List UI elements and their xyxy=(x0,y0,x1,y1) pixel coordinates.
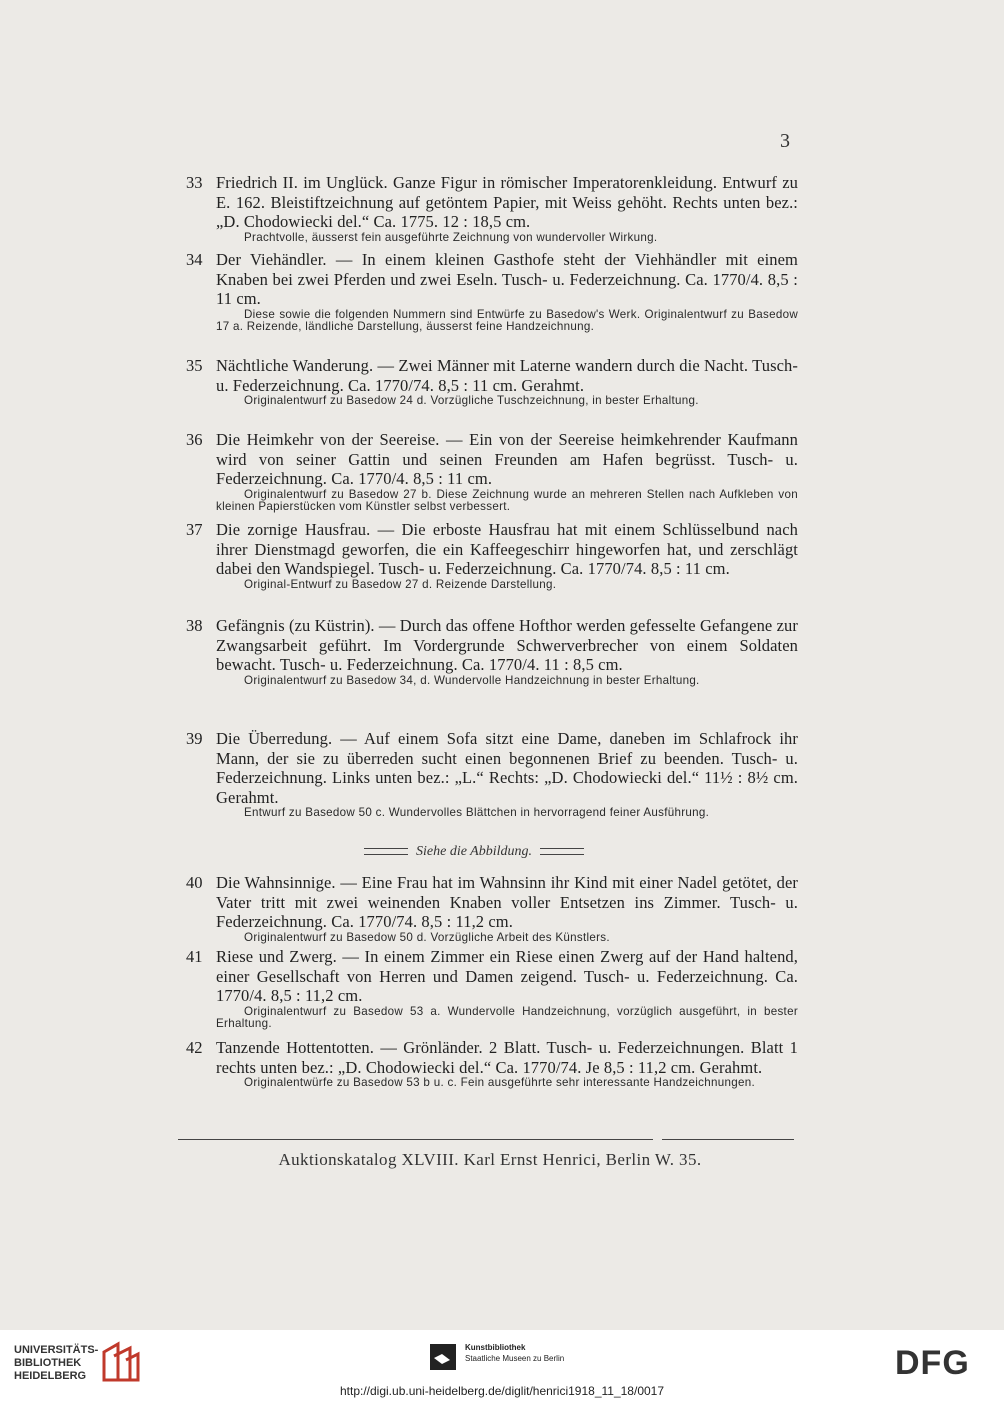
entry-note: Originalentwurf zu Basedow 27 b. Diese Zeichnung wurde an mehreren Stellen nach Aufkleben von kleinen Papierstücken vom Künstler selbst verbessert. xyxy=(216,487,798,514)
entry-description: Tanzende Hottentotten. — Grönländer. 2 Blatt. Tusch- u. Federzeichnungen. Blatt 1 rechts unten bez.: „D. Chodowiecki del.“ Ca. 1770/74. Je 8,5 : 11,2 cm. Gerahmt. xyxy=(216,1038,798,1077)
entry-number: 42 xyxy=(186,1038,203,1057)
catalog-entry xyxy=(186,430,798,514)
entry-description: Die Heimkehr von der Seereise. — Ein von der Seereise heimkehrender Kaufmann wird von seiner Gattin und seinen Freunden am Hafen begrüsst. Tusch- u. Federzeichnung. Ca. 1770/4. 8,5 : 11 cm. xyxy=(216,430,798,488)
entry-number: 36 xyxy=(186,430,203,449)
entry-note: Originalentwurf zu Basedow 24 d. Vorzügliche Tuschzeichnung, in bester Erhaltung. xyxy=(244,394,699,407)
footer-rule xyxy=(662,1139,794,1140)
catalog-entry xyxy=(186,616,798,687)
entry-number: 39 xyxy=(186,729,203,748)
entry-note: Originalentwürfe zu Basedow 53 b u. c. Fein ausgeführte sehr interessante Handzeichnungen. xyxy=(244,1076,756,1089)
logo-line: HEIDELBERG xyxy=(14,1370,87,1382)
entry-description: Riese und Zwerg. — In einem Zimmer ein Riese einen Zwerg auf der Hand haltend, einer Gesellschaft von Herren und Damen zeigend. Tusch- u. Federzeichnung. Ca. 1770/4. 8,5 : 11,2 cm. xyxy=(216,947,798,1005)
illustration-note xyxy=(324,844,624,860)
university-library-logo xyxy=(14,1344,98,1383)
double-rule xyxy=(364,848,408,855)
catalog-entry xyxy=(186,520,798,591)
catalog-entry xyxy=(186,1038,798,1090)
entry-number: 35 xyxy=(186,356,203,375)
entry-note: Originalentwurf zu Basedow 50 d. Vorzügliche Arbeit des Künstlers. xyxy=(244,930,610,944)
entry-description: Nächtliche Wanderung. — Zwei Männer mit Laterne wandern durch die Nacht. Tusch- u. Federzeichnung. Ca. 1770/74. 8,5 : 11 cm. Gerahmt. xyxy=(216,356,798,395)
catalog-entry xyxy=(186,356,798,408)
entry-description: Friedrich II. im Unglück. Ganze Figur in römischer Imperatorenkleidung. Entwurf zu E. 162. Bleistiftzeichnung auf getöntem Papier, mit Weiss gehöht. Rechts unten bez.: „D. Chodowiecki del.“ Ca. 1775. 12 : 18,5 cm. xyxy=(216,173,798,231)
footer-title: Auktionskatalog XLVIII. Karl Ernst Henrici, Berlin W. 35. xyxy=(278,1150,702,1169)
dfg-logo: DFG xyxy=(895,1344,970,1382)
entry-note: Originalentwurf zu Basedow 53 a. Wundervolle Handzeichnung, vorzüglich ausgeführt, in bester Erhaltung. xyxy=(216,1004,798,1031)
kb-subtitle: Staatliche Museen zu Berlin xyxy=(465,1354,565,1363)
entry-description: Gefängnis (zu Küstrin). — Durch das offene Hofthor werden gefesselte Gefangene zur Zwangsarbeit geführt. Im Vordergrunde Schwerverbrecher von einem Soldaten bewacht. Tusch- u. Federzeichnung. Ca. 1770/4. 11 : 8,5 cm. xyxy=(216,616,798,674)
catalog-entry xyxy=(186,873,798,944)
entry-description: Die zornige Hausfrau. — Die erboste Hausfrau hat mit einem Schlüsselbund nach ihrer Dienstmagd geworfen, die ein Kaffeegeschirr hingeworfen hat, und zerschlägt dabei den Wandspiegel. Tusch- u. Federzeichnung. Ca. 1770/74. 8,5 : 11 cm. xyxy=(216,520,798,578)
entry-number: 37 xyxy=(186,520,203,539)
entry-description: Die Überredung. — Auf einem Sofa sitzt eine Dame, daneben im Schlafrock ihr Mann, der sie zu überreden sucht einen begonnenen Brief zu beenden. Tusch- u. Federzeichnung. Links unten bez.: „L.“ Rechts: „D. Chodowiecki del.“ 11½ : 8½ cm. Gerahmt. xyxy=(216,729,798,807)
kunstbibliothek-logo-icon xyxy=(430,1344,456,1370)
logo-line: UNIVERSITÄTS- xyxy=(14,1344,99,1356)
entry-note: Originalentwurf zu Basedow 34, d. Wundervolle Handzeichnung in bester Erhaltung. xyxy=(244,673,700,687)
entry-note: Prachtvolle, äusserst fein ausgeführte Zeichnung von wundervoller Wirkung. xyxy=(244,230,658,244)
catalog-entry xyxy=(186,173,798,244)
kunstbibliothek-label xyxy=(465,1342,564,1364)
entry-description: Der Viehändler. — In einem kleinen Gasthofe steht der Viehhändler mit einem Knaben bei zwei Pferden und zwei Eseln. Tusch- u. Federzeichnung. Ca. 1770/4. 8,5 : 11 cm. xyxy=(216,250,798,308)
library-emblem-icon xyxy=(100,1340,140,1384)
digitization-strip xyxy=(0,1330,1004,1403)
double-rule xyxy=(540,848,584,855)
kb-name: Kunstbibliothek xyxy=(465,1343,526,1352)
catalog-entry xyxy=(186,947,798,1031)
entry-number: 40 xyxy=(186,873,203,892)
entry-description: Die Wahnsinnige. — Eine Frau hat im Wahnsinn ihr Kind mit einer Nadel getötet, der Vater tritt mit zwei weinenden Knaben voller Entsetzen ins Zimmer. Tusch- u. Federzeichnung. Ca. 1770/74. 8,5 : 11,2 cm. xyxy=(216,873,798,931)
entry-number: 34 xyxy=(186,250,203,269)
entry-note: Entwurf zu Basedow 50 c. Wundervolles Blättchen in hervorragend feiner Ausführung. xyxy=(244,806,710,819)
illustration-note-text: Siehe die Abbildung. xyxy=(416,844,532,859)
source-url[interactable]: http://digi.ub.uni-heidelberg.de/diglit/henrici1918_11_18/0017 xyxy=(339,1384,665,1398)
page-number: 3 xyxy=(780,130,790,152)
entry-number: 41 xyxy=(186,947,203,966)
entry-number: 33 xyxy=(186,173,203,192)
logo-line: BIBLIOTHEK xyxy=(14,1357,82,1369)
catalog-entry xyxy=(186,250,798,334)
entry-note: Diese sowie die folgenden Nummern sind Entwürfe zu Basedow's Werk. Originalentwurf zu Basedow 17 a. Reizende, ländliche Darstellung, äusserst feine Handzeichnung. xyxy=(216,307,798,334)
entry-number: 38 xyxy=(186,616,203,635)
footer-rule xyxy=(178,1139,653,1140)
catalog-entry xyxy=(186,729,798,820)
entry-note: Original-Entwurf zu Basedow 27 d. Reizende Darstellung. xyxy=(244,577,557,591)
